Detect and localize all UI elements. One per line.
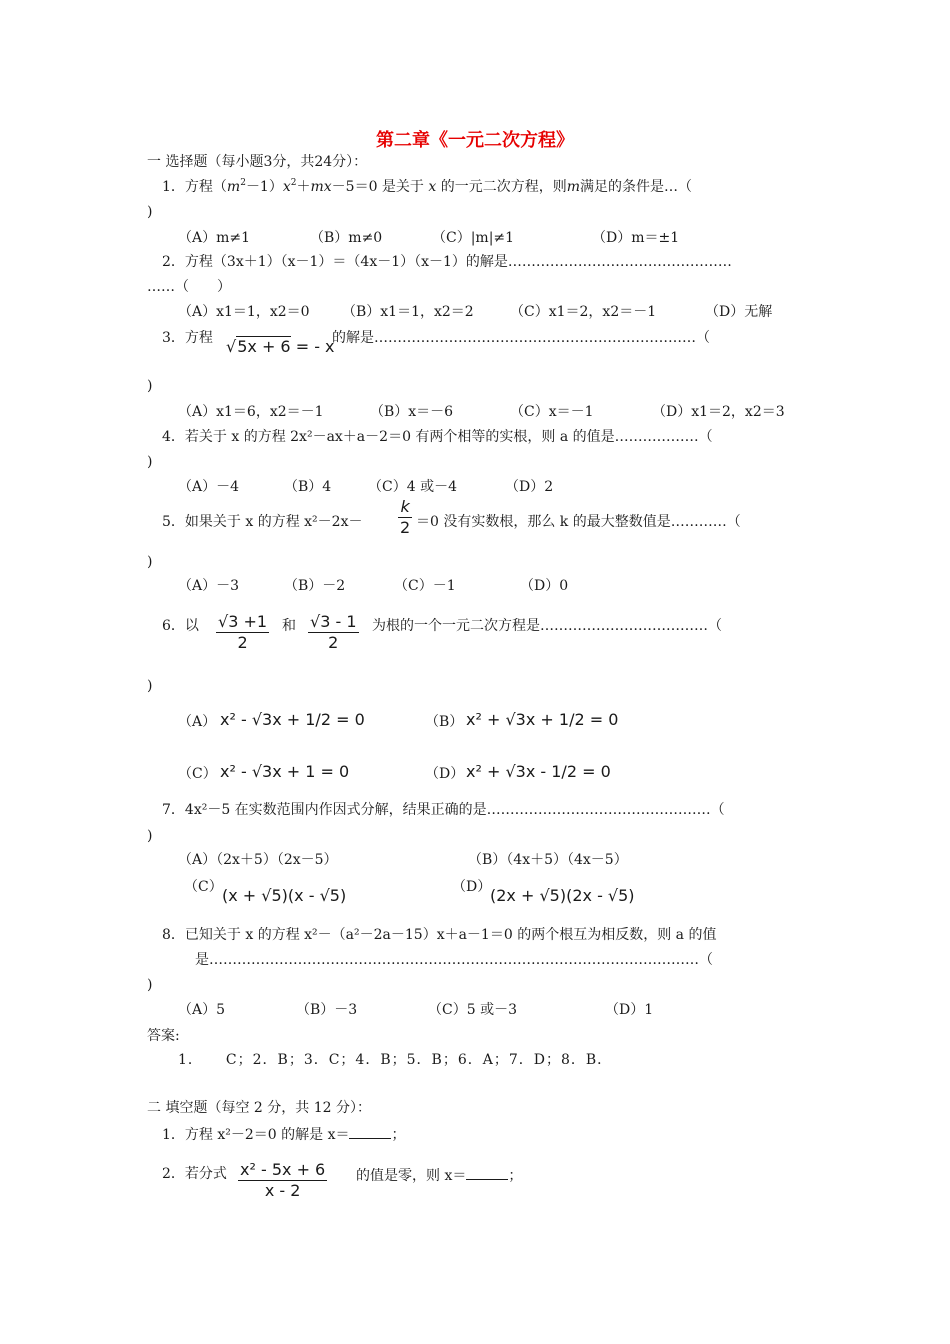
q5-fraction: $\frac{k}{2}$ — [400, 497, 411, 537]
q6-option-a-label: （A） — [178, 714, 217, 730]
question-1-stem: 1．方程$(m^2-1)x^2+mx-5=0$ 是关于 x 的一元二次方程，则m满足的条件是…（ — [162, 178, 693, 195]
question-8-stem: 8．已知关于 x 的方程 x²－（a²－2a－15）x＋a－1＝0 的两个根互为相反数，则 a 的值 — [162, 927, 717, 943]
question-7-close: ) — [147, 828, 153, 844]
q6-option-d: x² + √3x - 1/2 = 0 — [466, 762, 611, 781]
q3-option-a: （A）x1＝6，x2＝－1 — [178, 404, 324, 420]
q6-option-a: x² - √3x + 1/2 = 0 — [220, 710, 365, 729]
q2-option-c: （C）x1＝2，x2＝－1 — [510, 304, 657, 320]
question-3-stem: 3．方程 — [162, 330, 213, 346]
question-5-stem: 5．如果关于 x 的方程 x²－2x－ — [162, 514, 363, 530]
q6-option-c: x² - √3x + 1 = 0 — [220, 762, 350, 781]
q4-option-a: （A）－4 — [178, 479, 240, 495]
q5-option-a: （A）－3 — [178, 578, 240, 594]
q3-option-d: （D）x1＝2，x2＝3 — [652, 404, 785, 420]
q6-option-d-label: （D） — [425, 766, 465, 782]
q5-option-b: （B）－2 — [284, 578, 346, 594]
q6-root-1: $\frac{√3 +1}{2}$ — [218, 612, 268, 652]
answer-blank[interactable] — [466, 1165, 508, 1180]
q7-option-d-label: （D） — [452, 879, 492, 895]
q6-and: 和 — [282, 618, 296, 634]
q6-option-b-label: （B） — [425, 714, 464, 730]
question-7-stem: 7．4x²－5 在实数范围内作因式分解，结果正确的是…………………………………………（ — [162, 802, 725, 818]
q8-option-c: （C）5 或－3 — [428, 1002, 517, 1018]
question-5-close: ) — [147, 554, 153, 570]
page-title: 第二章《一元二次方程》 — [376, 130, 574, 151]
fill-question-1: 1．方程 x²－2＝0 的解是 x＝ ； — [162, 1124, 405, 1144]
q1-option-d: （D）m＝±1 — [592, 230, 680, 246]
q5-option-c: （C）－1 — [394, 578, 456, 594]
q7-option-c-label: （C） — [184, 879, 223, 895]
question-4-close: ) — [147, 454, 153, 470]
question-6-close: ) — [147, 678, 153, 694]
question-1-close: ) — [147, 204, 153, 220]
q2-option-d: （D）无解 — [705, 304, 773, 320]
question-6-stem-end: 为根的一个一元二次方程是………………………………（ — [372, 618, 722, 634]
q3-option-c: （C）x＝－1 — [510, 404, 594, 420]
q7-option-c: (x + √5)(x - √5) — [222, 886, 347, 905]
q7-option-d: (2x + √5)(2x - √5) — [490, 886, 635, 905]
question-5-stem-end: ＝0 没有实数根，那么 k 的最大整数值是…………（ — [416, 514, 741, 530]
answer-list: 1． C；2．B；3．C；4．B；5．B；6．A；7．D；8．B． — [178, 1052, 613, 1068]
fill-question-2-fraction: $\frac{\text{x² - 5x + 6}}{x - 2}$ — [240, 1160, 326, 1200]
q5-option-d: （D）0 — [520, 578, 569, 594]
fill-question-2-lead: 2．若分式 — [162, 1166, 227, 1182]
question-8-stem-2: 是……………………………………………………………………………………………（ — [195, 952, 713, 968]
q1-option-b: （B）m≠0 — [310, 230, 383, 246]
q2-option-a: （A）x1＝1，x2＝0 — [178, 304, 310, 320]
q8-option-b: （B）－3 — [296, 1002, 358, 1018]
question-4-stem: 4．若关于 x 的方程 2x²－ax＋a－2＝0 有两个相等的实根，则 a 的值是………………（ — [162, 429, 713, 445]
question-3-close: ) — [147, 378, 153, 394]
q3-option-b: （B）x＝－6 — [370, 404, 454, 420]
q2-option-b: （B）x1＝1，x2＝2 — [342, 304, 474, 320]
q6-root-2: $\frac{√3 - 1}{2}$ — [310, 612, 357, 652]
q1-option-a: （A）m≠1 — [178, 230, 251, 246]
section2-heading: 二 填空题（每空 2 分，共 12 分）： — [147, 1100, 371, 1116]
answer-label: 答案: — [147, 1028, 180, 1044]
question-8-close: ) — [147, 977, 153, 993]
q7-option-a: （A）（2x＋5）（2x－5） — [178, 852, 338, 868]
question-6-stem: 6．以 — [162, 618, 199, 634]
q4-option-c: （C）4 或－4 — [368, 479, 457, 495]
question-3-stem-end: 的解是……………………………………………………………（ — [332, 330, 710, 346]
question-2-close: ……（ ） — [147, 279, 231, 295]
q1-option-c: （C）|m|≠1 — [432, 230, 515, 246]
answer-blank[interactable] — [349, 1124, 391, 1139]
fill-question-2-tail: 的值是零，则 x＝ ； — [356, 1165, 522, 1185]
q4-option-b: （B）4 — [284, 479, 332, 495]
q6-option-b: x² + √3x + 1/2 = 0 — [466, 710, 619, 729]
question-2-stem: 2．方程（3x＋1）（x－1）＝（4x－1）（x－1）的解是………………………………………… — [162, 254, 732, 270]
q7-option-b: （B）（4x＋5）（4x－5） — [468, 852, 628, 868]
q8-option-a: （A）5 — [178, 1002, 226, 1018]
q6-option-c-label: （C） — [178, 766, 217, 782]
q4-option-d: （D）2 — [505, 479, 554, 495]
section1-heading: 一 选择题（每小题3分，共24分）： — [147, 154, 368, 170]
q3-equation: √5x + 6 = - x — [226, 337, 335, 356]
q8-option-d: （D）1 — [605, 1002, 654, 1018]
